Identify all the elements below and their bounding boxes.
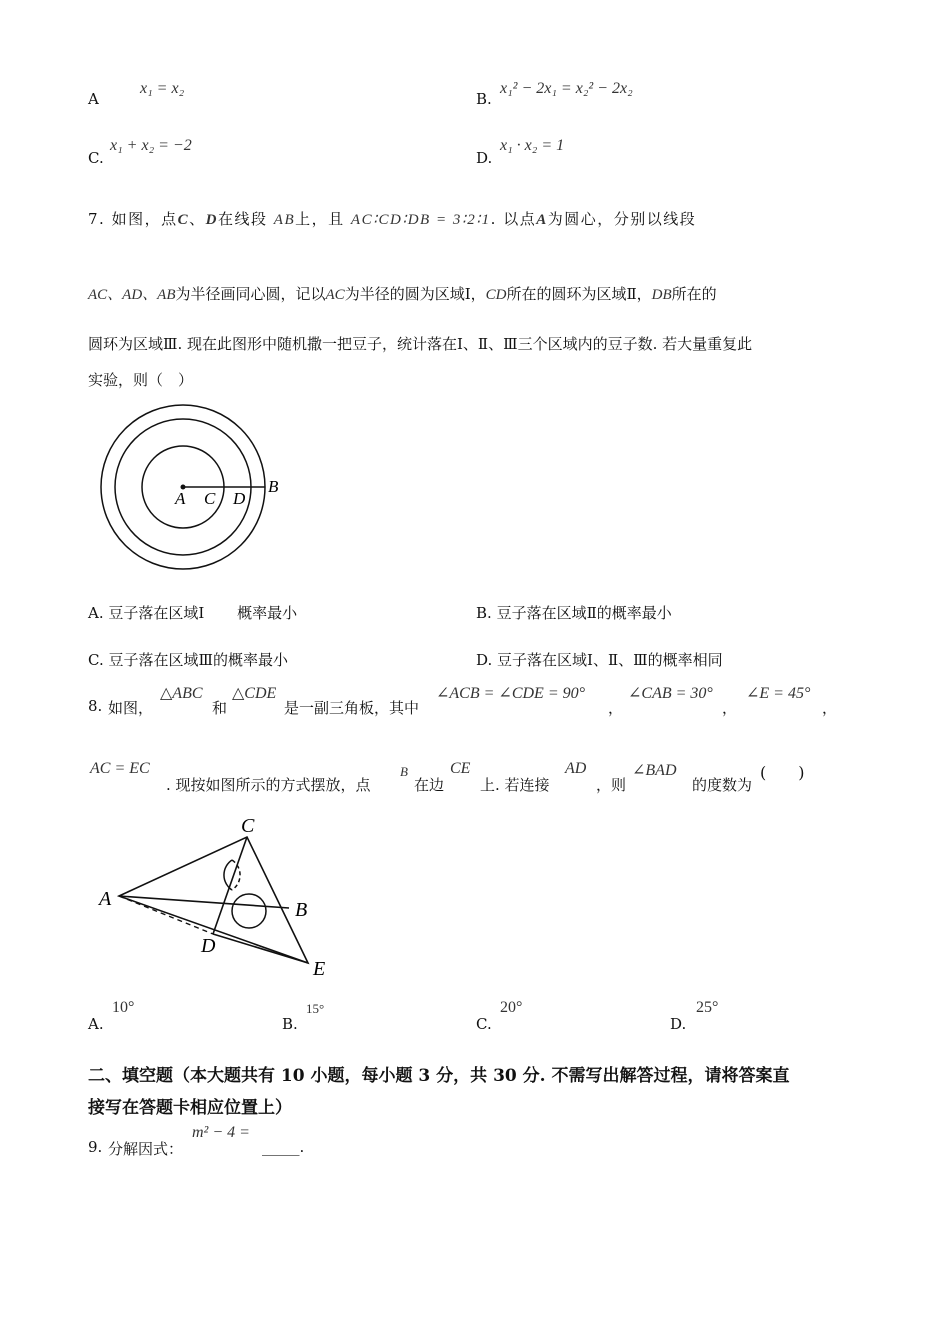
q8-ce: CE	[450, 760, 471, 777]
q8-text: . 现按如图所示的方式摆放，点	[166, 776, 371, 794]
option-a-label: A	[88, 90, 99, 108]
q7-text: 所在的	[671, 285, 717, 303]
q8-option-a-value: 10°	[112, 999, 135, 1016]
label-b: B	[268, 477, 279, 496]
q8-ad: AD	[565, 760, 587, 777]
option-c-expr: x₁ + x₂ = −2	[110, 137, 192, 154]
q7-text: 为半径画同心圆，记以	[175, 285, 326, 303]
q8-option-c-label: C.	[476, 1015, 492, 1033]
label-c: C	[204, 489, 216, 508]
q8-option-b-label: B.	[282, 1015, 298, 1033]
label-d: D	[233, 489, 246, 508]
q7-option-a	[88, 602, 297, 623]
q7-text: 为圆心，分别以线段	[547, 210, 697, 228]
q7-point: A	[536, 212, 548, 228]
q7-ratio: AC∶CD∶DB = 3∶2∶1	[350, 212, 491, 228]
q8-figure	[95, 810, 345, 985]
q8-text: 如图，	[108, 699, 154, 717]
q7-option-b	[476, 602, 672, 623]
option-a-expr: x₁ = x₂	[140, 80, 185, 97]
q8-angle2: ∠CAB = 30°	[628, 685, 713, 702]
q8-option-b-value: 15°	[306, 1001, 325, 1016]
q7-point: D	[205, 212, 218, 228]
q7-text: 如图，点	[111, 210, 178, 228]
segment-de	[213, 934, 308, 963]
option-text: 豆子落在区域Ⅱ的概率最小	[496, 604, 672, 622]
section2-heading-line2: 接写在答题卡相应位置上）	[88, 1098, 292, 1118]
q8-comma: ，	[822, 699, 838, 717]
q8-angle-bad: ∠BAD	[632, 762, 677, 779]
q7-text: . 以点	[490, 210, 537, 228]
option-text: 概率最小	[237, 604, 298, 622]
option-label: C.	[88, 651, 104, 669]
option-text: 豆子落在区域Ⅰ、Ⅱ、Ⅲ的概率相同	[497, 651, 723, 669]
q9-number: 9.	[88, 1138, 103, 1156]
q8-option-c-value: 20°	[500, 999, 523, 1016]
label-e: E	[313, 958, 326, 980]
option-label: B.	[476, 604, 492, 622]
q7-math: AC、AD、AB	[88, 287, 176, 303]
q7-option-c	[88, 649, 288, 670]
q8-text: 的度数为	[692, 776, 753, 794]
q8-point-b: B	[400, 764, 408, 779]
q8-option-d-label: D.	[670, 1015, 687, 1033]
q7-line4: 实验，则（ ）	[88, 371, 194, 389]
label-d: D	[201, 935, 216, 957]
label-a: A	[99, 888, 112, 910]
q8-eq: AC = EC	[90, 760, 150, 777]
q8-tri1: △ABC	[160, 685, 203, 702]
q8-text: 和	[212, 699, 228, 717]
label-c: C	[241, 815, 255, 837]
q9-expr: m² − 4 =	[192, 1124, 250, 1141]
option-b-label: B.	[476, 90, 492, 108]
q7-figure	[90, 400, 300, 580]
option-d-label: D.	[476, 149, 493, 167]
q7-line2	[88, 283, 717, 304]
q7-math: DB	[651, 287, 672, 303]
q8-text: 在边	[414, 776, 445, 794]
q9-text: 分解因式：	[108, 1140, 184, 1158]
q8-comma: ，	[608, 699, 624, 717]
q8-number: 8.	[88, 697, 103, 715]
q7-option-d	[476, 649, 723, 670]
q9-blank: _____.	[262, 1138, 305, 1156]
circle-lower	[232, 894, 266, 928]
q7-text: 、	[189, 210, 206, 228]
q7-line1	[88, 208, 696, 229]
q8-tri2: △CDE	[232, 685, 277, 702]
q7-math: AB	[273, 212, 296, 228]
q8-text: 上. 若连接	[480, 776, 550, 794]
q7-math: AC	[325, 287, 345, 303]
q7-text: 所在的圆环为区域Ⅱ，	[506, 285, 652, 303]
label-b: B	[295, 899, 308, 921]
q7-text: 上，且	[295, 210, 345, 228]
option-d-expr: x₁ · x₂ = 1	[500, 137, 565, 154]
q8-angle1: ∠ACB = ∠CDE = 90°	[436, 685, 586, 702]
q8-text: 是一副三角板，其中	[284, 699, 420, 717]
q7-text: 为半径的圆为区域Ⅰ，	[344, 285, 486, 303]
option-b-expr: x₁² − 2x₁ = x₂² − 2x₂	[500, 80, 633, 97]
q8-angle3: ∠E = 45°	[746, 685, 811, 702]
option-text: 豆子落在区域Ⅰ	[108, 604, 205, 622]
q7-text: 在线段	[217, 210, 268, 228]
q8-text: ，则	[596, 776, 627, 794]
q7-line3: 圆环为区域Ⅲ. 现在此图形中随机撒一把豆子，统计落在Ⅰ、Ⅱ、Ⅲ三个区域内的豆子数. 若大量重复此	[88, 335, 753, 353]
option-c-label: C.	[88, 149, 104, 167]
section2-heading-line1: 二、填空题（本大题共有 10 小题，每小题 3 分，共 30 分. 不需写出解答过程，请将答案直	[88, 1066, 790, 1086]
option-text: 豆子落在区域Ⅲ的概率最小	[108, 651, 288, 669]
q7-math: CD	[485, 287, 507, 303]
option-label: A.	[88, 604, 104, 622]
q8-comma: ，	[722, 699, 738, 717]
q8-paren: ( )	[760, 763, 805, 782]
segment-cd	[213, 837, 247, 934]
q7-point: C	[177, 212, 190, 228]
q8-option-d-value: 25°	[696, 999, 719, 1016]
option-label: D.	[476, 651, 493, 669]
q8-option-a-label: A.	[88, 1015, 104, 1033]
label-a: A	[175, 489, 186, 508]
q7-number: 7.	[88, 210, 106, 228]
